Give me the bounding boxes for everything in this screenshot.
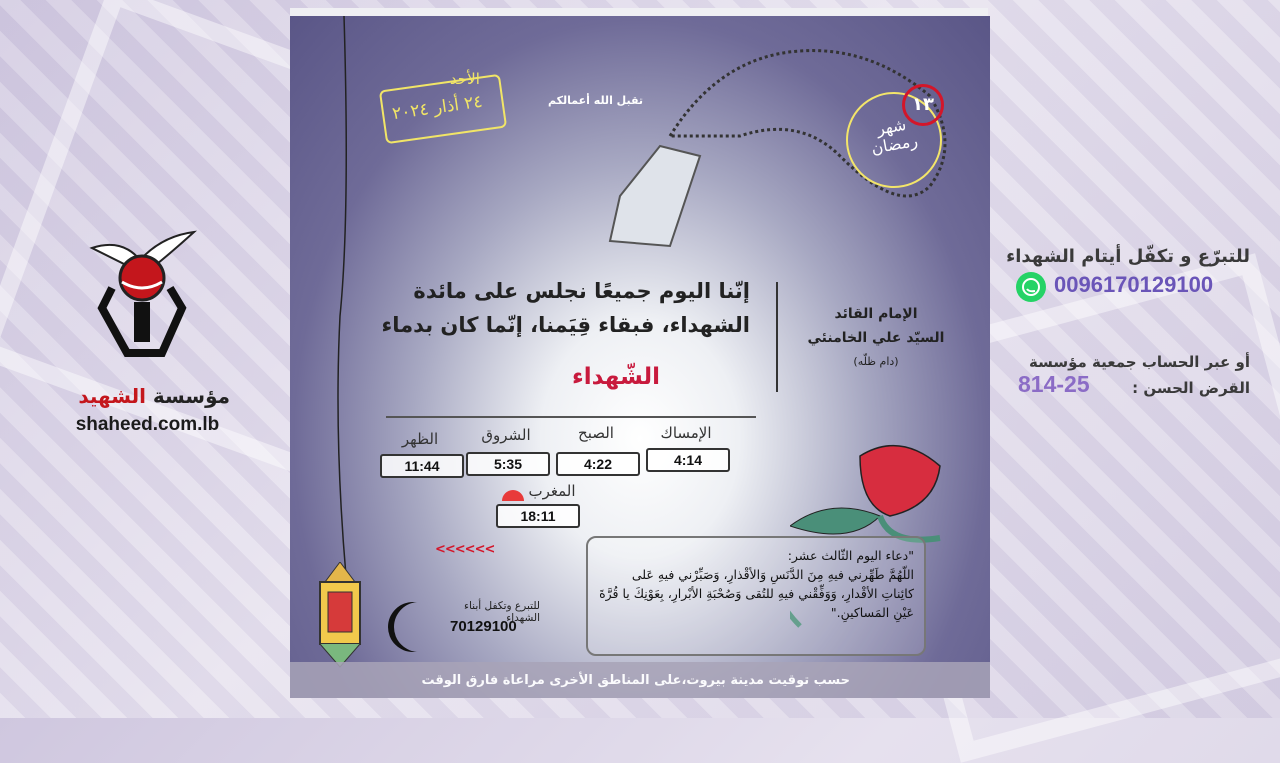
quote-highlight: الشّهداء — [571, 364, 660, 390]
org-name-highlight: الشهيد — [78, 384, 146, 408]
donate-title: للتبرّع و تكفّل أيتام الشهداء — [1006, 246, 1250, 267]
quote-text: إنّنا اليوم جميعًا نجلس على مائدة الشهداء، فبقاء قِيَمنا، إنّما كان بدماء — [381, 279, 750, 337]
prayer-label-imsak: الإمساك — [660, 424, 712, 442]
poster-top-strip — [290, 8, 988, 16]
prayer-label-shurooq: الشروق — [481, 426, 531, 444]
prayer-label-dhuhr: الظهر — [401, 430, 439, 448]
arrows-decoration: <<<<<< — [435, 542, 495, 557]
author-suffix: (دام ظلّه) — [853, 355, 899, 368]
month-day-badge: ١٣ — [902, 84, 944, 126]
lantern-string — [330, 16, 360, 576]
whatsapp-icon — [1016, 272, 1046, 302]
taqabbal-text: تقبل الله أعمالكم — [548, 94, 644, 107]
donate-phone-row — [1010, 272, 1250, 302]
prayer-label-subh: الصبح — [578, 424, 614, 442]
quote-author — [782, 302, 970, 374]
prayer-label-maghrib: المغرب — [528, 482, 576, 500]
month-name: شهر رمضان — [869, 114, 920, 158]
dua-text — [596, 546, 914, 622]
prayer-time-maghrib: 18:11 — [496, 504, 580, 528]
donate-alt-line2: القرض الحسن : — [1132, 379, 1250, 397]
org-name: مؤسسة الشهيد — [78, 384, 230, 408]
author-title: الإمام القائد — [834, 306, 918, 322]
dua-body: اللّهُمَّ طَهِّرني فيهِ مِنَ الدَّنَسِ وَالأقْذارِ، وَصَبِّرْني فيهِ عَلى كائِناتِ الأقْدارِ، وَوَفِّقْني فيهِ للتُقى وَصُحْبَةِ الأبْرارِ، بِعَوْنِكَ يا قُرَّةَ عَيْنِ المَساكينِ." — [599, 567, 914, 620]
prayer-time-shurooq: 5:35 — [466, 452, 550, 476]
footer-note: حسب توقيت مدينة بيروت،على المناطق الأخرى مراعاة فارق الوقت — [421, 673, 850, 688]
donate-alt-line1: أو عبر الحساب جمعية مؤسسة — [1029, 353, 1250, 371]
shaheed-logo-icon — [82, 228, 202, 358]
dua-title: "دعاء اليوم الثّالث عشر: — [787, 548, 914, 563]
org-website: shaheed.com.lb — [75, 414, 220, 435]
sponsor-title: للتبرع وتكفل أبناء الشهداء — [464, 600, 540, 624]
lantern-icon — [310, 562, 370, 672]
prayer-time-dhuhr: 11:44 — [380, 454, 464, 478]
donate-account: 814-25 — [1018, 371, 1090, 397]
prayer-time-imsak: 4:14 — [646, 448, 730, 472]
quote-divider — [776, 282, 778, 392]
poster — [290, 16, 990, 698]
author-name: السيّد علي الخامنئي — [807, 330, 945, 346]
section-divider — [386, 416, 756, 418]
date-day: الأحد — [450, 70, 480, 88]
donate-phone: 0096170129100 — [1054, 272, 1214, 297]
sponsor-phone: 70129100 — [450, 618, 517, 635]
date-text: ٢٤ أذار ٢٠٢٤ — [391, 91, 484, 125]
prayer-time-subh: 4:22 — [556, 452, 640, 476]
